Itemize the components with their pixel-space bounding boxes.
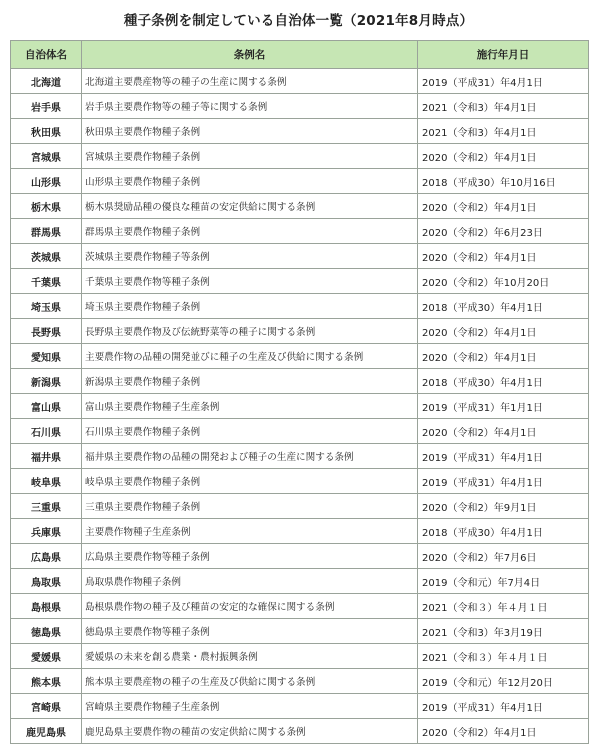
cell-ordinance: 新潟県主要農作物種子条例 bbox=[82, 369, 418, 394]
cell-effective-date: 2020（令和2）年10月20日 bbox=[418, 269, 589, 294]
cell-municipality: 三重県 bbox=[11, 494, 82, 519]
cell-municipality: 鳥取県 bbox=[11, 569, 82, 594]
cell-municipality: 岩手県 bbox=[11, 94, 82, 119]
cell-effective-date: 2019（平成31）年4月1日 bbox=[418, 469, 589, 494]
cell-effective-date: 2019（平成31）年4月1日 bbox=[418, 444, 589, 469]
cell-effective-date: 2019（平成31）年4月1日 bbox=[418, 694, 589, 719]
cell-ordinance: 三重県主要農作物種子条例 bbox=[82, 494, 418, 519]
cell-ordinance: 福井県主要農作物の品種の開発および種子の生産に関する条例 bbox=[82, 444, 418, 469]
header-municipality: 自治体名 bbox=[11, 41, 82, 69]
cell-ordinance: 愛媛県の未来を創る農業・農村振興条例 bbox=[82, 644, 418, 669]
cell-municipality: 岐阜県 bbox=[11, 469, 82, 494]
cell-effective-date: 2018（平成30）年4月1日 bbox=[418, 294, 589, 319]
page-title: 種子条例を制定している自治体一覧（2021年8月時点） bbox=[123, 13, 474, 29]
cell-ordinance: 島根県農作物の種子及び種苗の安定的な確保に関する条例 bbox=[82, 594, 418, 619]
table-row bbox=[11, 69, 589, 94]
cell-municipality: 鹿児島県 bbox=[11, 719, 82, 744]
cell-effective-date: 2020（令和2）年4月1日 bbox=[418, 194, 589, 219]
table-row bbox=[11, 244, 589, 269]
cell-effective-date: 2020（令和2）年4月1日 bbox=[418, 244, 589, 269]
cell-municipality: 茨城県 bbox=[11, 244, 82, 269]
table-row bbox=[11, 519, 589, 544]
cell-ordinance: 岩手県主要農作物等の種子等に関する条例 bbox=[82, 94, 418, 119]
table-row bbox=[11, 394, 589, 419]
table-row bbox=[11, 144, 589, 169]
table-row bbox=[11, 444, 589, 469]
cell-municipality: 広島県 bbox=[11, 544, 82, 569]
cell-ordinance: 主要農作物の品種の開発並びに種子の生産及び供給に関する条例 bbox=[82, 344, 418, 369]
table-row bbox=[11, 569, 589, 594]
cell-ordinance: 宮城県主要農作物種子条例 bbox=[82, 144, 418, 169]
cell-effective-date: 2019（平成31）年1月1日 bbox=[418, 394, 589, 419]
cell-effective-date: 2021（令和３）年４月１日 bbox=[418, 594, 589, 619]
table-row bbox=[11, 219, 589, 244]
table-row bbox=[11, 369, 589, 394]
cell-municipality: 宮崎県 bbox=[11, 694, 82, 719]
cell-ordinance: 岐阜県主要農作物種子条例 bbox=[82, 469, 418, 494]
cell-ordinance: 千葉県主要農作物等種子条例 bbox=[82, 269, 418, 294]
cell-municipality: 山形県 bbox=[11, 169, 82, 194]
cell-municipality: 熊本県 bbox=[11, 669, 82, 694]
cell-ordinance: 秋田県主要農作物種子条例 bbox=[82, 119, 418, 144]
table-row bbox=[11, 719, 589, 744]
cell-effective-date: 2018（平成30）年10月16日 bbox=[418, 169, 589, 194]
cell-ordinance: 鹿児島県主要農作物の種苗の安定供給に関する条例 bbox=[82, 719, 418, 744]
cell-effective-date: 2019（平成31）年4月1日 bbox=[418, 69, 589, 94]
cell-ordinance: 宮崎県主要農作物種子生産条例 bbox=[82, 694, 418, 719]
table-row bbox=[11, 619, 589, 644]
cell-ordinance: 広島県主要農作物等種子条例 bbox=[82, 544, 418, 569]
cell-effective-date: 2020（令和2）年4月1日 bbox=[418, 344, 589, 369]
cell-ordinance: 栃木県奨励品種の優良な種苗の安定供給に関する条例 bbox=[82, 194, 418, 219]
cell-municipality: 徳島県 bbox=[11, 619, 82, 644]
cell-effective-date: 2021（令和3）年4月1日 bbox=[418, 94, 589, 119]
table-row bbox=[11, 669, 589, 694]
cell-municipality: 愛媛県 bbox=[11, 644, 82, 669]
cell-municipality: 宮城県 bbox=[11, 144, 82, 169]
table-row bbox=[11, 694, 589, 719]
table-row bbox=[11, 269, 589, 294]
cell-effective-date: 2021（令和3）年4月1日 bbox=[418, 119, 589, 144]
cell-effective-date: 2020（令和2）年4月1日 bbox=[418, 144, 589, 169]
table-row bbox=[11, 419, 589, 444]
table-row bbox=[11, 194, 589, 219]
cell-effective-date: 2019（令和元）年12月20日 bbox=[418, 669, 589, 694]
cell-municipality: 福井県 bbox=[11, 444, 82, 469]
table-row bbox=[11, 319, 589, 344]
cell-effective-date: 2020（令和2）年9月1日 bbox=[418, 494, 589, 519]
cell-ordinance: 鳥取県農作物種子条例 bbox=[82, 569, 418, 594]
cell-effective-date: 2020（令和2）年4月1日 bbox=[418, 419, 589, 444]
cell-ordinance: 山形県主要農作物種子条例 bbox=[82, 169, 418, 194]
cell-ordinance: 石川県主要農作物種子条例 bbox=[82, 419, 418, 444]
cell-effective-date: 2018（平成30）年4月1日 bbox=[418, 519, 589, 544]
cell-municipality: 栃木県 bbox=[11, 194, 82, 219]
cell-effective-date: 2018（平成30）年4月1日 bbox=[418, 369, 589, 394]
cell-ordinance: 埼玉県主要農作物種子条例 bbox=[82, 294, 418, 319]
table-row bbox=[11, 594, 589, 619]
table-row bbox=[11, 294, 589, 319]
header-ordinance: 条例名 bbox=[82, 41, 418, 69]
table-row bbox=[11, 494, 589, 519]
cell-ordinance: 群馬県主要農作物種子条例 bbox=[82, 219, 418, 244]
cell-municipality: 富山県 bbox=[11, 394, 82, 419]
table-row bbox=[11, 344, 589, 369]
cell-effective-date: 2019（令和元）年7月4日 bbox=[418, 569, 589, 594]
table-row bbox=[11, 169, 589, 194]
cell-ordinance: 主要農作物種子生産条例 bbox=[82, 519, 418, 544]
table-row bbox=[11, 94, 589, 119]
cell-municipality: 千葉県 bbox=[11, 269, 82, 294]
table-row bbox=[11, 469, 589, 494]
table-header-row bbox=[11, 41, 589, 69]
table-row bbox=[11, 119, 589, 144]
cell-effective-date: 2021（令和3）年3月19日 bbox=[418, 619, 589, 644]
table-row bbox=[11, 544, 589, 569]
header-effective-date: 施行年月日 bbox=[418, 41, 589, 69]
cell-municipality: 群馬県 bbox=[11, 219, 82, 244]
cell-municipality: 兵庫県 bbox=[11, 519, 82, 544]
cell-municipality: 長野県 bbox=[11, 319, 82, 344]
cell-municipality: 埼玉県 bbox=[11, 294, 82, 319]
cell-municipality: 新潟県 bbox=[11, 369, 82, 394]
cell-effective-date: 2020（令和2）年4月1日 bbox=[418, 319, 589, 344]
cell-ordinance: 長野県主要農作物及び伝統野菜等の種子に関する条例 bbox=[82, 319, 418, 344]
cell-municipality: 石川県 bbox=[11, 419, 82, 444]
table-body bbox=[11, 69, 589, 744]
cell-effective-date: 2020（令和2）年4月1日 bbox=[418, 719, 589, 744]
cell-ordinance: 北海道主要農産物等の種子の生産に関する条例 bbox=[82, 69, 418, 94]
cell-ordinance: 富山県主要農作物種子生産条例 bbox=[82, 394, 418, 419]
cell-effective-date: 2021（令和３）年４月１日 bbox=[418, 644, 589, 669]
cell-effective-date: 2020（令和2）年7月6日 bbox=[418, 544, 589, 569]
cell-ordinance: 熊本県主要農産物の種子の生産及び供給に関する条例 bbox=[82, 669, 418, 694]
cell-effective-date: 2020（令和2）年6月23日 bbox=[418, 219, 589, 244]
table-row bbox=[11, 644, 589, 669]
ordinance-table bbox=[10, 40, 589, 744]
cell-ordinance: 茨城県主要農作物種子等条例 bbox=[82, 244, 418, 269]
cell-ordinance: 徳島県主要農作物等種子条例 bbox=[82, 619, 418, 644]
cell-municipality: 秋田県 bbox=[11, 119, 82, 144]
cell-municipality: 島根県 bbox=[11, 594, 82, 619]
cell-municipality: 愛知県 bbox=[11, 344, 82, 369]
cell-municipality: 北海道 bbox=[11, 69, 82, 94]
